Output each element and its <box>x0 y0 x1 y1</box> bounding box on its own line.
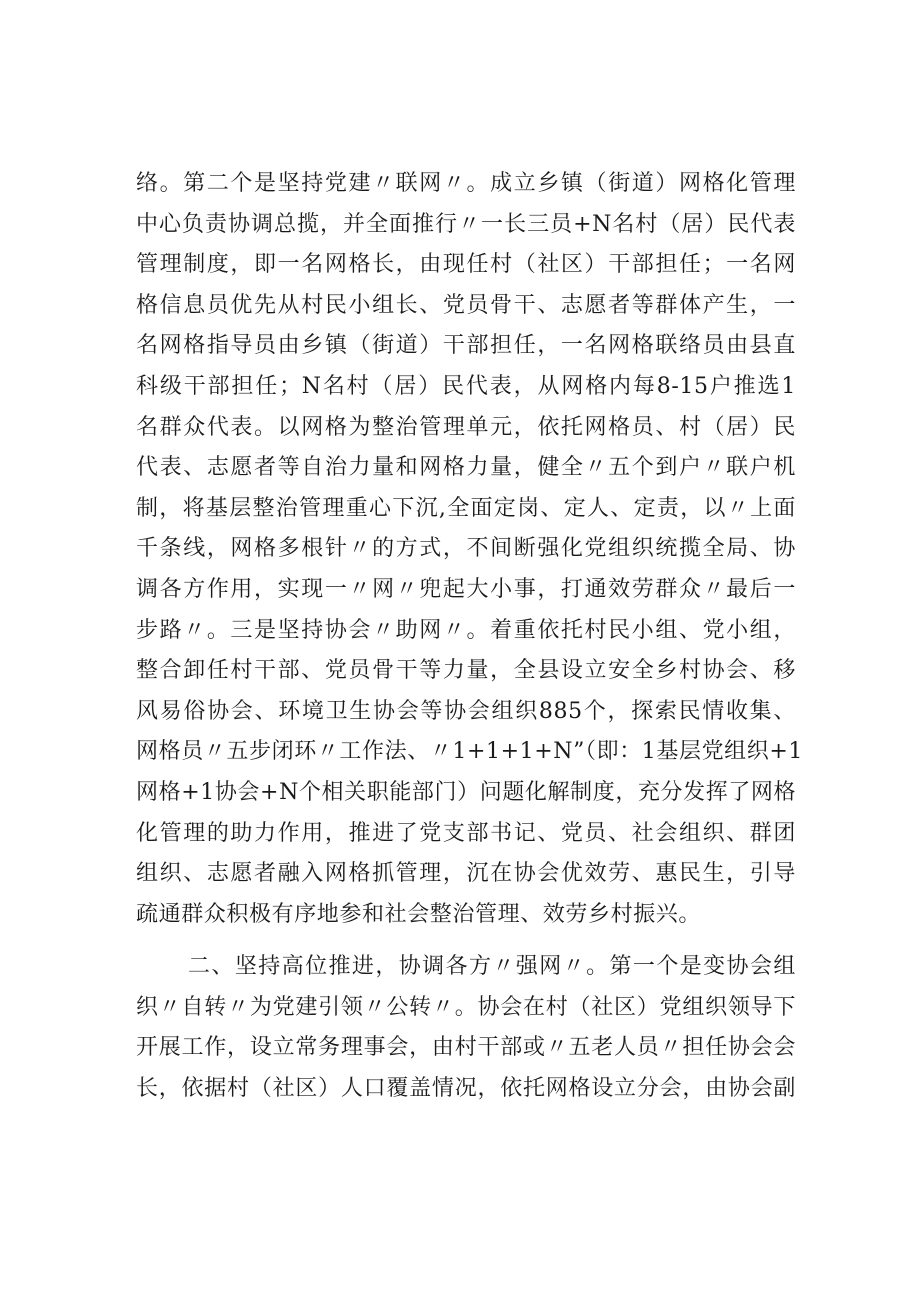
paragraph-2 <box>136 947 796 1109</box>
text-line: 格信息员优先从村民小组长、党员骨干、志愿者等群体产生，一 <box>136 292 796 318</box>
text-line: 长，依据村（社区）人口覆盖情况，依托网格设立分会，由协会副 <box>136 1076 796 1102</box>
text-line: 疏通群众积极有序地参和社会整治管理、效劳乡村振兴。 <box>136 901 702 927</box>
text-line: 中心负责协调总揽，并全面推行〃一长三员+N名村（居）民代表 <box>136 211 796 237</box>
text-line: 科级干部担任；N名村（居）民代表，从网格内每8-15户推选1 <box>136 373 796 399</box>
document-body <box>136 164 804 1110</box>
text-line: 组织、志愿者融入网格抓管理，沉在协会优效劳、惠民生，引导 <box>136 861 796 887</box>
text-line: 化管理的助力作用，推进了党支部书记、党员、社会组织、群团 <box>136 820 796 846</box>
text-line: 织〃自转〃为党建引领〃公转〃。协会在村（社区）党组织领导下 <box>136 994 796 1020</box>
text-line: 整合卸任村干部、党员骨干等力量，全县设立安全乡村协会、移 <box>136 658 796 684</box>
text-line: 代表、志愿者等自治力量和网格力量，健全〃五个到户〃联户机 <box>136 455 796 481</box>
text-line: 步路〃。三是坚持协会〃助网〃。着重依托村民小组、党小组， <box>136 617 796 643</box>
text-line: 风易俗协会、环境卫生协会等协会组织885个，探索民情收集、 <box>136 698 796 724</box>
text-line: 网格员〃五步闭环〃工作法、〃1+1+1+N”（即：1基层党组织+1 <box>136 739 804 765</box>
text-line: 络。第二个是坚持党建〃联网〃。成立乡镇（街道）网格化管理 <box>136 171 796 196</box>
paragraph-1 <box>136 164 804 935</box>
text-line: 名网格指导员由乡镇（街道）干部担任，一名网格联络员由县直 <box>136 333 796 359</box>
text-line: 制，将基层整治管理重心下沉,全面定岗、定人、定责，以〃上面 <box>136 495 796 521</box>
text-line: 名群众代表。以网格为整治管理单元，依托网格员、村（居）民 <box>136 414 796 440</box>
paragraph-gap <box>136 935 796 947</box>
text-line: 管理制度，即一名网格长，由现任村（社区）干部担任；一名网 <box>136 252 796 278</box>
text-line: 千条线，网格多根针〃的方式，不间断强化党组织统揽全局、协 <box>136 536 796 562</box>
text-line: 网格+1协会+N个相关职能部门）问题化解制度，充分发挥了网格 <box>136 779 797 805</box>
text-line: 调各方作用，实现一〃网〃兜起大小事，打通效劳群众〃最后一 <box>136 576 796 602</box>
text-line: 开展工作，设立常务理事会，由村干部或〃五老人员〃担任协会会 <box>136 1035 796 1061</box>
text-line: 二、坚持高位推进，协调各方〃强网〃。第一个是变协会组 <box>188 954 796 980</box>
